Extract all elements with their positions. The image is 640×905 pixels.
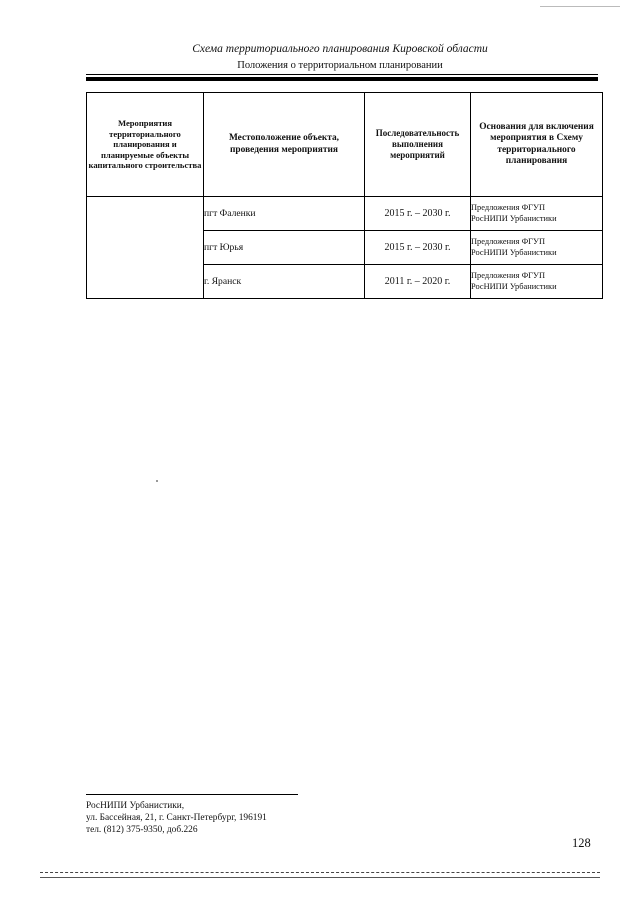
basis-cell <box>471 231 603 265</box>
footer-organization: РосНИПИ Урбанистики, <box>86 801 185 811</box>
location-cell: пгт Юрья <box>204 231 365 265</box>
footer-phone: тел. (812) 375-9350, доб.226 <box>86 825 198 835</box>
header-rule-thick <box>86 77 598 81</box>
scan-speck <box>156 480 158 482</box>
basis-line-1: Предложения ФГУП <box>471 203 546 212</box>
basis-cell <box>471 197 603 231</box>
basis-line-1: Предложения ФГУП <box>471 237 546 246</box>
scan-edge-line <box>40 877 600 878</box>
location-cell: г. Яранск <box>204 265 365 299</box>
basis-line-1: Предложения ФГУП <box>471 271 546 280</box>
column-header-basis: Основания для включения мероприятия в Схему территориального планирования <box>471 93 603 197</box>
period-cell: 2015 г. – 2030 г. <box>365 197 471 231</box>
measures-table <box>86 92 603 299</box>
footnote-rule <box>86 794 298 795</box>
column-header-sequence: Последовательность выполнения мероприятий <box>365 93 471 197</box>
scan-edge-dashed <box>40 872 600 873</box>
column-header-location: Местоположение объекта, проведения мероприятия <box>204 93 365 197</box>
document-subtitle: Положения о территориальном планировании <box>237 60 443 71</box>
basis-line-2: РосНИПИ Урбанистики <box>471 247 557 257</box>
column-header-measures: Мероприятия территориального планирования и планируемые объекты капитального строительства <box>87 93 204 197</box>
period-cell: 2011 г. – 2020 г. <box>365 265 471 299</box>
basis-line-2: РосНИПИ Урбанистики <box>471 213 557 223</box>
footer-address: ул. Бассейная, 21, г. Санкт-Петербург, 196191 <box>86 813 267 823</box>
measures-cell <box>87 197 204 299</box>
document-title: Схема территориального планирования Кировской области <box>192 43 488 55</box>
table-row <box>87 197 603 231</box>
page-number: 128 <box>572 836 591 850</box>
basis-line-2: РосНИПИ Урбанистики <box>471 281 557 291</box>
period-cell: 2015 г. – 2030 г. <box>365 231 471 265</box>
basis-cell <box>471 265 603 299</box>
scan-mark <box>540 6 620 7</box>
header-rule-thin <box>86 74 598 75</box>
location-cell: пгт Фаленки <box>204 197 365 231</box>
table-header-row <box>87 93 603 197</box>
